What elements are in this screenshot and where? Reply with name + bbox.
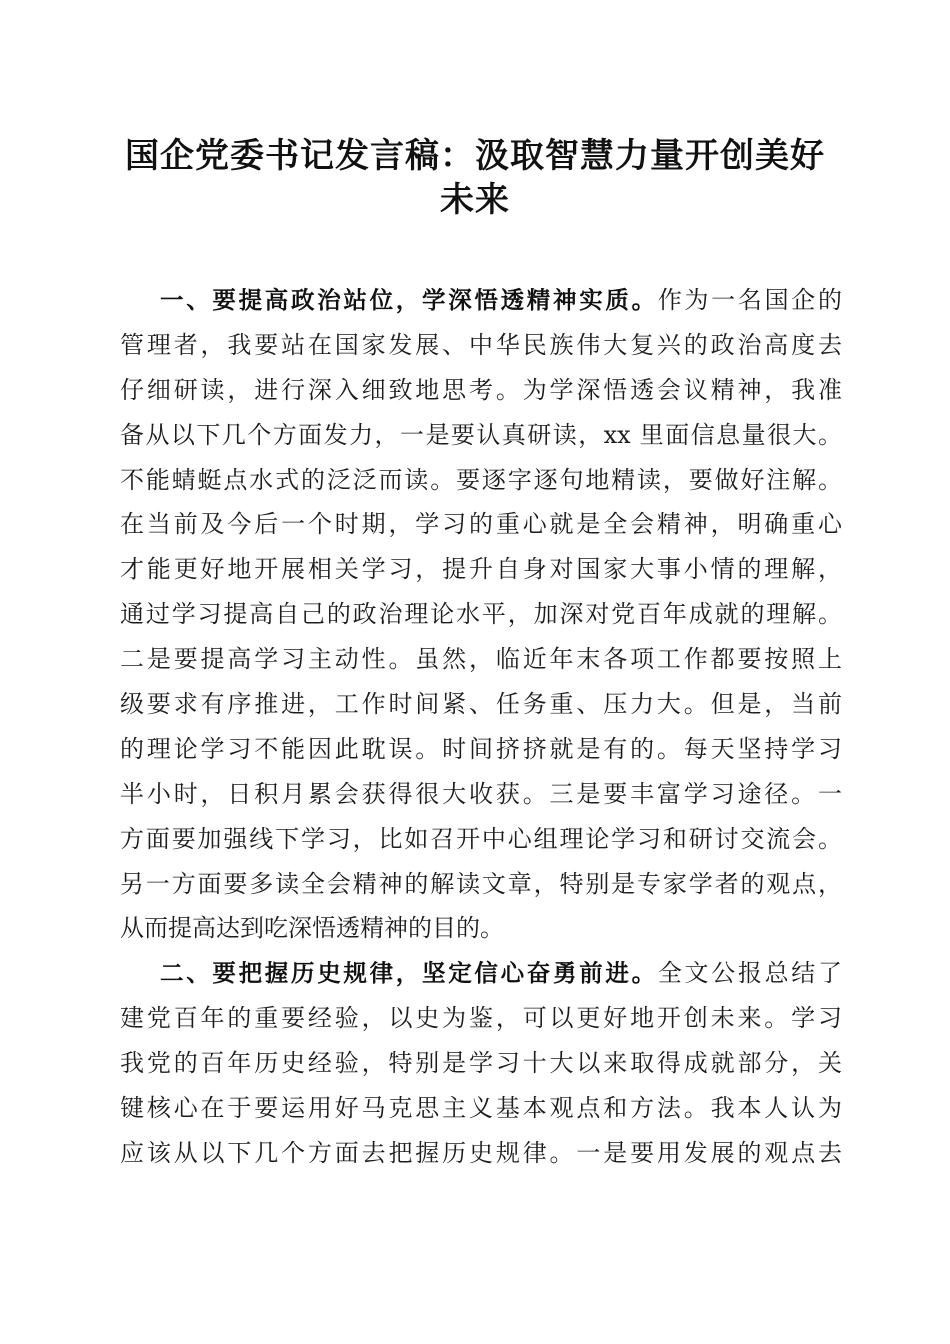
section-1-heading: 一、要提高政治站位，学深悟透精神实质。 — [160, 286, 658, 314]
section-2-first-line — [120, 951, 842, 996]
section-1-line-7: 才能更好地开展相关学习，提升自身对国家大事小情的理解， — [120, 555, 842, 584]
section-1-line-13: 方面要加强线下学习，比如召开中心组理论学习和研讨交流会。 — [120, 824, 842, 853]
section-1-line-11: 的理论学习不能因此耽误。时间挤挤就是有的。每天坚持学习 — [120, 734, 842, 763]
section-1-line-1: 作为一名国企的 — [657, 286, 843, 314]
section-1-first-line — [120, 278, 842, 323]
section-2-line-3: 我党的百年历史经验，特别是学习十大以来取得成就部分，关 — [120, 1049, 842, 1078]
section-1-line-8: 通过学习提高自己的政治理论水平，加深对党百年成就的理解。 — [120, 600, 842, 629]
title-line-2: 未来 — [440, 180, 510, 220]
section-1-line-5: 不能蜻蜓点水式的泛泛而读。要逐字逐句地精读，要做好注解。 — [120, 465, 842, 494]
section-2-line-4: 键核心在于要运用好马克思主义基本观点和方法。我本人认为 — [120, 1094, 842, 1123]
section-2-heading: 二、要把握历史规律，坚定信心奋勇前进。 — [160, 959, 658, 988]
section-1-line-3: 仔细研读，进行深入细致地思考。为学深悟透会议精神，我准 — [120, 375, 842, 404]
section-1-line-14: 另一方面要多读全会精神的解读文章，特别是专家学者的观点， — [120, 869, 842, 898]
section-2-line-5: 应该从以下几个方面去把握历史规律。一是要用发展的观点去 — [120, 1138, 842, 1167]
document-title — [110, 134, 840, 222]
section-2-line-2: 建党百年的重要经验，以史为鉴，可以更好地开创未来。学习 — [120, 1004, 842, 1033]
section-1-line-10: 级要求有序推进，工作时间紧、任务重、压力大。但是，当前 — [120, 690, 842, 719]
section-1-line-4: 备从以下几个方面发力，一是要认真研读，xx 里面信息量很大。 — [120, 420, 842, 449]
section-2-line-1: 全文公报总结了 — [657, 959, 843, 988]
document-body — [120, 278, 842, 1176]
section-1-line-12: 半小时，日积月累会获得很大收获。三是要丰富学习途径。一 — [120, 779, 842, 808]
section-1-line-15: 从而提高达到吃深悟透精神的目的。 — [120, 914, 504, 943]
section-1-line-9: 二是要提高学习主动性。虽然，临近年末各项工作都要按照上 — [120, 645, 842, 674]
section-1-line-6: 在当前及今后一个时期，学习的重心就是全会精神，明确重心 — [120, 510, 842, 539]
title-line-1: 国企党委书记发言稿：汲取智慧力量开创美好 — [125, 136, 825, 176]
section-1-line-2: 管理者，我要站在国家发展、中华民族伟大复兴的政治高度去 — [120, 330, 842, 359]
